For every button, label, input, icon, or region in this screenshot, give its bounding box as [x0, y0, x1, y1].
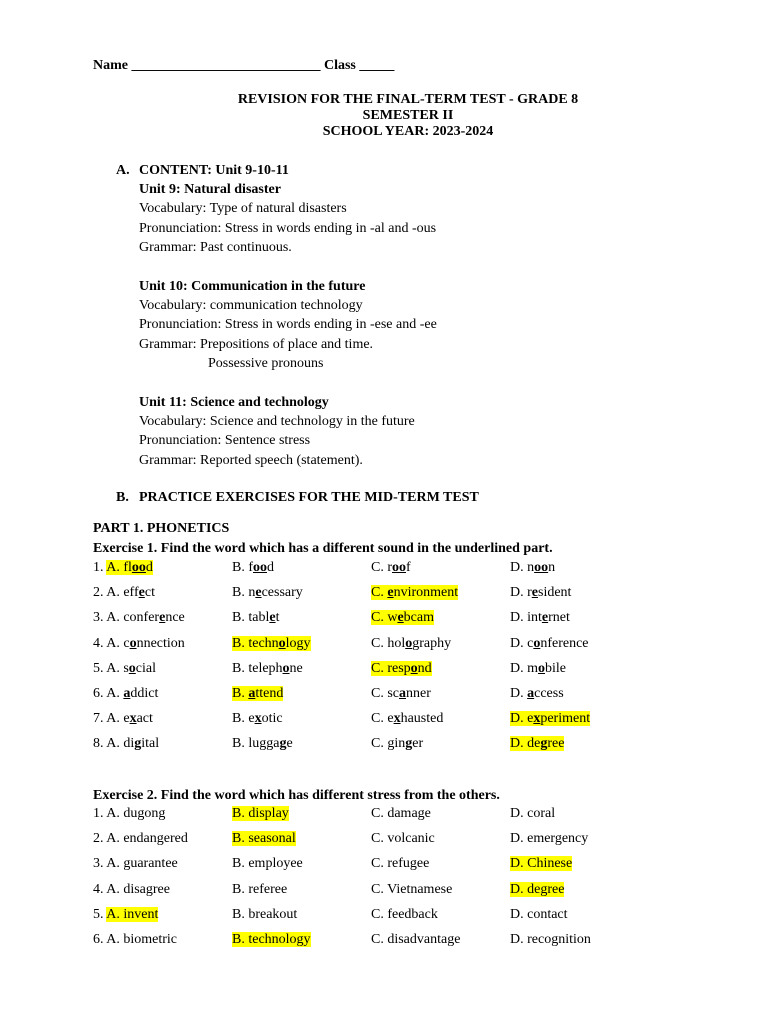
option-prefix: D. r [510, 585, 532, 601]
answer-option [93, 931, 177, 949]
option-prefix: B. lugga [232, 736, 280, 752]
underlined-part: e [255, 585, 262, 601]
underlined-part: oo [253, 560, 267, 575]
option-suffix: ddict [130, 685, 159, 701]
highlighted-answer: B. seasonal [232, 831, 296, 847]
question-number: 7. [93, 711, 107, 727]
underlined-part: e [397, 610, 404, 626]
option-suffix: hausted [400, 711, 444, 727]
underlined-part: g [405, 736, 413, 752]
option-text: C. Vietnamese [371, 881, 453, 897]
option-suffix: er [412, 736, 424, 752]
answer-option [93, 584, 155, 602]
question-number: 2. [93, 585, 107, 601]
highlighted-answer [510, 736, 564, 751]
underlined-part: oo [131, 560, 146, 575]
option-suffix: ccess [534, 685, 564, 701]
option-suffix: d [267, 560, 274, 575]
option-text [232, 661, 303, 676]
option-text: D. coral [510, 806, 556, 821]
option-prefix: D. int [510, 610, 542, 626]
option-suffix: nd [417, 660, 432, 676]
option-prefix: A. eff [106, 585, 139, 601]
highlighted-answer: A. invent [106, 906, 159, 922]
option-text: B. referee [232, 881, 288, 897]
underlined-part: e [138, 585, 145, 601]
option-prefix: C. w [371, 610, 398, 626]
option-suffix: logy [285, 635, 311, 651]
option-prefix: B. teleph [232, 660, 283, 676]
worksheet-title [0, 92, 768, 140]
option-suffix: rnet [548, 610, 570, 626]
answer-option [93, 805, 165, 823]
unit-line: Vocabulary: Science and technology in the future [139, 414, 415, 430]
answer-option [232, 735, 293, 753]
underlined-part: a [399, 685, 406, 701]
answer-option [232, 660, 303, 678]
option-text [106, 736, 159, 751]
option-suffix: periment [540, 711, 591, 727]
answer-option [371, 660, 432, 678]
option-prefix: B. tabl [232, 610, 270, 626]
answer-option [232, 855, 303, 873]
answer-option [93, 881, 170, 899]
highlighted-answer [232, 686, 283, 701]
option-text: D. contact [510, 906, 568, 922]
section-title: PRACTICE EXERCISES FOR THE MID-TERM TEST [139, 490, 479, 505]
option-prefix: A. di [106, 736, 135, 752]
answer-option [93, 830, 188, 848]
option-suffix: cial [135, 660, 157, 676]
answer-option [371, 735, 423, 753]
title-line: SEMESTER II [362, 108, 454, 123]
highlighted-answer [106, 560, 153, 575]
answer-option [371, 584, 458, 602]
question-number: 5. [93, 660, 107, 676]
highlighted-answer: D. degree [510, 881, 565, 897]
unit-line: Possessive pronouns [208, 356, 324, 372]
unit-line: Pronunciation: Stress in words ending in -ese and -ee [139, 317, 437, 333]
option-text [510, 560, 555, 575]
option-text [106, 661, 156, 676]
answer-option [371, 805, 431, 823]
underlined-part: g [134, 736, 142, 752]
option-text [106, 636, 185, 651]
underlined-part: o [129, 635, 137, 651]
option-text [510, 636, 589, 651]
underlined-part: x [129, 711, 137, 727]
option-text [371, 560, 411, 575]
content-section [116, 161, 437, 470]
underlined-part: e [269, 610, 276, 626]
answer-option [371, 609, 434, 627]
underlined-part: o [282, 660, 290, 676]
question-number: 1. [93, 806, 107, 821]
unit-9-block [139, 180, 437, 258]
answer-option [510, 830, 588, 848]
answer-option [371, 710, 443, 728]
highlighted-answer [232, 636, 311, 651]
underlined-part: a [123, 685, 131, 701]
section-letter: A. [116, 163, 130, 178]
practice-heading [116, 488, 479, 507]
section-letter: B. [116, 490, 129, 505]
answer-option [510, 735, 564, 753]
option-prefix: C. resp [371, 660, 411, 676]
answer-option [510, 685, 564, 703]
question-number: 3. [93, 856, 107, 872]
option-prefix: A. confer [106, 610, 160, 626]
option-prefix: D. n [510, 560, 535, 575]
option-prefix: C. hol [371, 635, 406, 651]
option-text: A. dugong [106, 806, 166, 821]
option-text [106, 686, 158, 701]
unit-title: Unit 9: Natural disaster [139, 182, 281, 197]
option-suffix: graphy [412, 635, 452, 651]
section-title: CONTENT: Unit 9-10-11 [139, 163, 289, 178]
answer-option [93, 609, 185, 627]
underlined-part: o [533, 635, 541, 651]
highlighted-answer [371, 610, 434, 625]
option-suffix: bile [545, 660, 566, 676]
underlined-part: a [248, 685, 256, 701]
answer-option [93, 685, 158, 703]
option-suffix: t [275, 610, 280, 626]
answer-option [510, 660, 566, 678]
highlighted-answer: B. technology [232, 931, 311, 947]
option-prefix: C. e [371, 711, 394, 727]
answer-option [93, 906, 158, 924]
option-prefix: B. f [232, 560, 253, 575]
unit-title: Unit 11: Science and technology [139, 394, 329, 410]
title-line: SCHOOL YEAR: 2023-2024 [322, 124, 494, 139]
option-suffix: otic [261, 711, 283, 727]
question-number: 4. [93, 635, 107, 651]
option-text [232, 560, 274, 575]
question-number: 1. [93, 560, 107, 575]
option-suffix: sident [538, 585, 572, 601]
option-suffix: ct [144, 585, 155, 601]
option-text [371, 686, 431, 701]
answer-option [371, 881, 452, 899]
option-text: A. disagree [106, 881, 170, 897]
option-text [106, 585, 155, 600]
answer-option [371, 559, 411, 577]
option-prefix: C. [371, 585, 388, 601]
option-prefix: D. c [510, 635, 534, 651]
option-suffix: ttend [255, 685, 284, 701]
underlined-part: oo [534, 560, 549, 575]
option-prefix: B. e [232, 711, 255, 727]
question-number: 4. [93, 881, 107, 897]
answer-option [232, 635, 311, 653]
unit-line: Grammar: Prepositions of place and time. [139, 336, 374, 352]
answer-option [232, 559, 274, 577]
option-text: A. endangered [106, 831, 188, 847]
underlined-part: g [540, 736, 548, 752]
option-prefix: D. m [510, 660, 538, 676]
underlined-part: x [254, 711, 262, 727]
option-text: C. disadvantage [371, 931, 461, 947]
option-suffix: ree [547, 736, 565, 752]
option-suffix: nference [540, 635, 589, 651]
answer-option [371, 685, 431, 703]
option-text: B. breakout [232, 906, 298, 922]
option-suffix: d [145, 560, 153, 575]
underlined-part: x [393, 711, 401, 727]
answer-option [232, 881, 287, 899]
unit-line: Pronunciation: Sentence stress [139, 433, 311, 449]
unit-line: Grammar: Past continuous. [139, 240, 292, 256]
exercise-1-title: Exercise 1. Find the word which has a different sound in the underlined part. [93, 541, 553, 556]
option-prefix: A. [106, 685, 124, 701]
option-text [371, 736, 423, 751]
answer-option [93, 660, 156, 678]
option-text [106, 711, 153, 726]
option-text: D. emergency [510, 831, 589, 847]
option-suffix: f [406, 560, 411, 575]
answer-option [510, 906, 568, 924]
option-suffix: nvironment [393, 585, 459, 601]
option-prefix: D. e [510, 711, 534, 727]
answer-option [93, 710, 153, 728]
unit-line: Vocabulary: Type of natural disasters [139, 201, 347, 217]
underlined-part: o [128, 660, 136, 676]
underlined-part: a [527, 685, 535, 701]
option-prefix: A. e [106, 711, 130, 727]
title-line: REVISION FOR THE FINAL-TERM TEST - GRADE 8 [237, 92, 579, 107]
underlined-part: o [538, 660, 545, 676]
option-text [510, 661, 566, 676]
underlined-part: g [279, 736, 287, 752]
option-text [510, 610, 570, 625]
option-prefix: C. r [371, 560, 392, 575]
highlighted-answer: B. display [232, 806, 289, 821]
option-prefix: D. [510, 685, 528, 701]
option-text: C. feedback [371, 906, 438, 922]
option-text [510, 686, 564, 701]
option-text [232, 736, 293, 751]
question-number: 2. [93, 831, 107, 847]
question-number: 8. [93, 736, 107, 752]
option-text: A. guarantee [106, 856, 178, 872]
answer-option [510, 881, 564, 899]
answer-option [232, 906, 297, 924]
option-prefix: A. s [106, 660, 129, 676]
answer-option [232, 584, 303, 602]
exercise-2-title: Exercise 2. Find the word which has different stress from the others. [93, 788, 500, 803]
answer-option [510, 855, 572, 873]
answer-option [232, 830, 296, 848]
option-text [232, 610, 279, 625]
option-text: C. damage [371, 806, 431, 821]
option-prefix: A. c [106, 635, 130, 651]
answer-option [232, 710, 283, 728]
answer-option [93, 559, 153, 577]
option-suffix: cessary [261, 585, 303, 601]
option-suffix: e [286, 736, 293, 752]
option-suffix: n [548, 560, 556, 575]
underlined-part: e [541, 610, 549, 626]
unit-11-block [139, 393, 437, 471]
underlined-part: e [159, 610, 166, 626]
answer-option [93, 735, 159, 753]
answer-option [232, 609, 279, 627]
answer-option [371, 855, 429, 873]
underlined-part: e [531, 585, 538, 601]
question-number: 6. [93, 685, 107, 701]
underlined-part: o [405, 635, 413, 651]
option-text [510, 585, 571, 600]
answer-option [93, 855, 178, 873]
unit-line: Grammar: Reported speech (statement). [139, 452, 363, 468]
option-prefix: A. fl [106, 560, 132, 575]
practice-section [116, 488, 479, 507]
option-prefix: C. sc [371, 685, 399, 701]
answer-option [232, 685, 283, 703]
unit-line: Vocabulary: communication technology [139, 298, 363, 314]
question-number: 6. [93, 931, 107, 947]
option-text: B. employee [232, 856, 303, 872]
answer-option [510, 805, 555, 823]
question-number: 5. [93, 906, 107, 922]
answer-option [510, 710, 590, 728]
answer-option [510, 559, 555, 577]
underlined-part: x [533, 711, 541, 727]
option-text: D. recognition [510, 931, 591, 947]
answer-option [93, 635, 185, 653]
content-heading [116, 161, 437, 180]
option-text [371, 636, 451, 651]
answer-option [510, 635, 589, 653]
option-suffix: ital [141, 736, 160, 752]
option-text: C. refugee [371, 856, 430, 872]
answer-option [371, 931, 460, 949]
answer-option [371, 906, 438, 924]
name-class-line: Name ___________________________ Class _____ [93, 58, 395, 73]
option-prefix: C. gin [371, 736, 406, 752]
unit-line: Pronunciation: Stress in words ending in -al and -ous [139, 220, 437, 236]
highlighted-answer: D. Chinese [510, 856, 573, 872]
option-suffix: nce [165, 610, 185, 626]
option-prefix: D. de [510, 736, 541, 752]
option-suffix: nnection [136, 635, 185, 651]
option-suffix: act [136, 711, 153, 727]
answer-option [371, 830, 435, 848]
highlighted-answer [510, 711, 590, 726]
option-text [371, 711, 443, 726]
option-text [232, 585, 303, 600]
option-prefix: B. n [232, 585, 256, 601]
part-1-title: PART 1. PHONETICS [93, 521, 230, 536]
option-text [106, 610, 185, 625]
underlined-part: o [278, 635, 286, 651]
option-suffix: nner [406, 685, 431, 701]
underlined-part: e [387, 585, 394, 601]
option-text: A. biometric [106, 931, 177, 947]
option-text: C. volcanic [371, 831, 435, 847]
highlighted-answer [371, 661, 432, 676]
option-text [232, 711, 283, 726]
answer-option [371, 635, 451, 653]
option-suffix: ne [289, 660, 303, 676]
answer-option [232, 931, 311, 949]
answer-option [510, 609, 570, 627]
option-prefix: B. techn [232, 635, 279, 651]
unit-title: Unit 10: Communication in the future [139, 278, 366, 294]
highlighted-answer [371, 585, 458, 600]
question-number: 3. [93, 610, 107, 626]
unit-10-block [139, 277, 437, 374]
underlined-part: oo [392, 560, 406, 575]
answer-option [510, 584, 571, 602]
underlined-part: o [410, 660, 418, 676]
option-suffix: bcam [403, 610, 434, 626]
answer-option [510, 931, 591, 949]
answer-option [232, 805, 289, 823]
option-prefix: B. [232, 685, 249, 701]
